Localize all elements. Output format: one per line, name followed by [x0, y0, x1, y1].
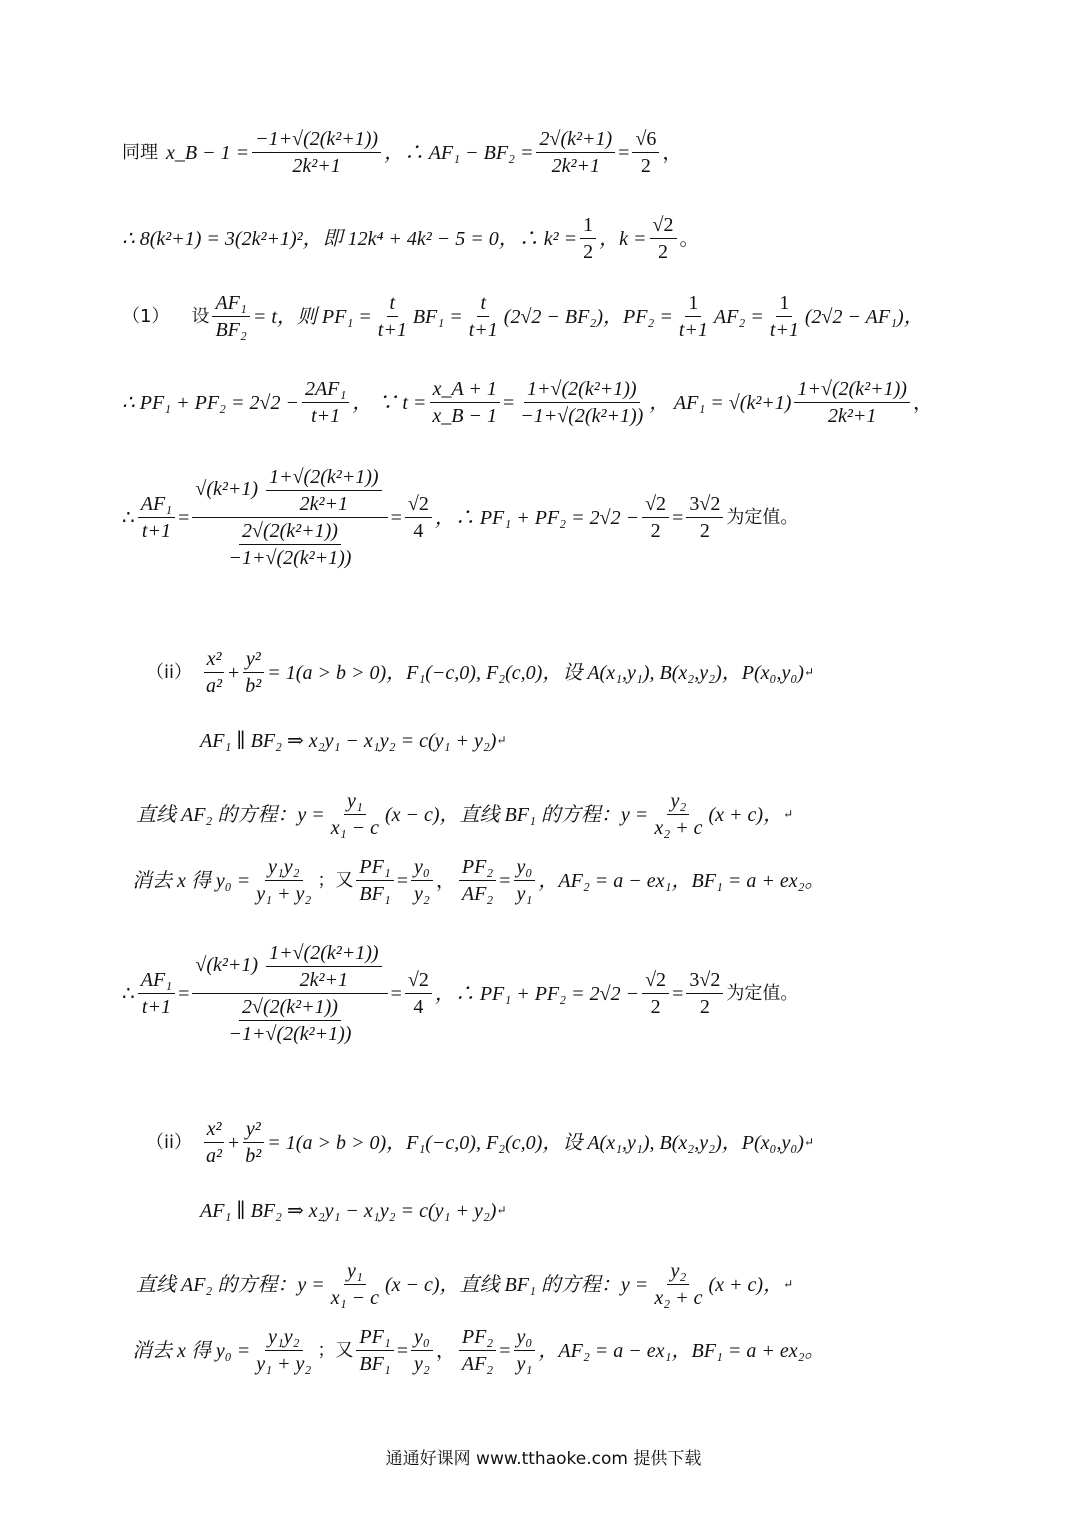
- fraction: $\frac{x\_A + 1}{x\_B - 1}$: [429, 378, 500, 427]
- part-label: （ii）: [146, 1131, 193, 1153]
- fraction: $\frac{\text{PF₁}}{\text{BF₁}}$: [356, 856, 393, 905]
- fraction: $\frac{3√2}{2}$: [686, 493, 723, 542]
- fraction: $\frac{\text{PF₂}}{\text{AF₂}}$: [459, 856, 496, 905]
- fraction: $\frac{3√2}{2}$: [686, 969, 723, 1018]
- part-label: （ii）: [146, 661, 193, 683]
- fraction: $\frac{\text{y₀}}{\text{y₂}}$: [411, 1326, 433, 1375]
- fraction: $\frac{√2}{4}$: [405, 969, 432, 1018]
- fraction: $\frac{\text{y₁y₂}}{\text{y₁ + y₂}}$: [256, 1326, 312, 1375]
- math-text: ∴ 8(k²+1) = 3(2k²+1)²，即 12k⁴ + 4k² − 5 = 0，∴ k² =: [122, 227, 578, 250]
- equation-line-8-repeat: 直线 AF₂ 的方程：y = $\frac{\text{y₁}}{\text{x₁ − c}}$ (x − c)，直线 BF₁ 的方程：y = $\frac{\text{y₂}}{\text{x₂ + c}}$ (x + c)， ↵: [136, 1260, 794, 1309]
- math-text: ，∴ AF₁ − BF₂ =: [384, 141, 534, 164]
- prefix-text: 同理: [122, 141, 158, 163]
- fraction: $\frac{\text{y₁y₂}}{\text{y₁ + y₂}}$: [256, 856, 312, 905]
- fraction: $\frac{\text{y₀}}{\text{y₁}}$: [514, 1326, 536, 1375]
- equation-line-4: ∴ PF₁ + PF₂ = 2√2 − $\frac{\text{2AF₁}}{t+1}$ ， ∵ t = $\frac{x\_A + 1}{x\_B - 1}$ = $\frac{\text{1+√(2(k²+1))}}{\text{−1+√(2(k²+1))}}$ ， AF₁ = √(k²+1) $\frac{\text{1+√(2(k²+1))}}{\text{2k²+1}}$ ，: [122, 378, 933, 427]
- compound-fraction: √(k²+1) $\frac{\text{1+√(2(k²+1))}}{\text{2k²+1}}$ $\frac{\text{2√(2(k²+1))}}{\text{−1+√(2(k²+1))}}$: [192, 942, 387, 1045]
- equation-line-1: 同理 x_B − 1 = $\frac{\text{−1+√(2(k²+1))}}{\text{2k²+1}}$ ，∴ AF₁ − BF₂ = $\frac{\text{2√(k²+1)}}{\text{2k²+1}}$ = $\frac{√6}{2}$ ，: [122, 128, 683, 177]
- fraction: $\frac{\text{1+√(2(k²+1))}}{\text{−1+√(2(k²+1))}}$: [520, 378, 644, 427]
- fraction: $\frac{\text{2AF₁}}{t+1}$: [302, 378, 349, 427]
- fraction: $\frac{\text{y₁}}{\text{x₁ − c}}$: [330, 790, 379, 839]
- equation-line-9: 消去 x 得 y₀ = $\frac{\text{y₁y₂}}{\text{y₁ + y₂}}$ ；又 $\frac{\text{PF₁}}{\text{BF₁}}$ = $\frac{\text{y₀}}{\text{y₂}}$ ， $\frac{\text{PF₂}}{\text{AF₂}}$ = $\frac{\text{y₀}}{\text{y₁}}$ ，AF₂ = a − ex₁，BF₁ = a + ex₂。: [132, 856, 825, 905]
- fraction: $\frac{√6}{2}$: [632, 128, 659, 177]
- fraction: $\frac{\text{x²}}{\text{a²}}$: [203, 1118, 225, 1167]
- fraction: $\frac{t}{t+1}$: [468, 292, 498, 341]
- equation-line-5-repeat: ∴ $\frac{\text{AF₁}}{t+1}$ = √(k²+1) $\frac{\text{1+√(2(k²+1))}}{\text{2k²+1}}$ $\frac{\text{2√(2(k²+1))}}{\text{−1+√(2(k²+1))}}$ = $\frac{√2}{4}$ ，∴ PF₁ + PF₂ = 2√2 − $\frac{√2}{2}$ = $\frac{3√2}{2}$ 为定值。: [122, 942, 799, 1045]
- equation-line-6-repeat: （ii） $\frac{\text{x²}}{\text{a²}}$ + $\frac{\text{y²}}{\text{b²}}$ = 1(a > b > 0)，F₁(−c,0), F₂(c,0)，设 A(x₁,y₁), B(x₂,y₂)，P(x₀,y₀) ↵: [146, 1118, 814, 1167]
- equation-line-5: ∴ $\frac{\text{AF₁}}{t+1}$ = √(k²+1) $\frac{\text{1+√(2(k²+1))}}{\text{2k²+1}}$ $\frac{\text{2√(2(k²+1))}}{\text{−1+√(2(k²+1))}}$ = $\frac{√2}{4}$ ，∴ PF₁ + PF₂ = 2√2 − $\frac{√2}{2}$ = $\frac{3√2}{2}$ 为定值。: [122, 466, 799, 569]
- fraction: $\frac{\text{y²}}{\text{b²}}$: [242, 648, 264, 697]
- fraction: $\frac{\text{y₀}}{\text{y₁}}$: [514, 856, 536, 905]
- fraction: $\frac{\text{PF₂}}{\text{AF₂}}$: [459, 1326, 496, 1375]
- fraction: $\frac{\text{y₁}}{\text{x₁ − c}}$: [330, 1260, 379, 1309]
- fraction: $\frac{\text{y²}}{\text{b²}}$: [242, 1118, 264, 1167]
- compound-fraction: √(k²+1) $\frac{\text{1+√(2(k²+1))}}{\text{2k²+1}}$ $\frac{\text{2√(2(k²+1))}}{\text{−1+√(2(k²+1))}}$: [192, 466, 387, 569]
- equation-line-9-repeat: 消去 x 得 y₀ = $\frac{\text{y₁y₂}}{\text{y₁ + y₂}}$ ；又 $\frac{\text{PF₁}}{\text{BF₁}}$ = $\frac{\text{y₀}}{\text{y₂}}$ ， $\frac{\text{PF₂}}{\text{AF₂}}$ = $\frac{\text{y₀}}{\text{y₁}}$ ，AF₂ = a − ex₁，BF₁ = a + ex₂。: [132, 1326, 825, 1375]
- fraction: $\frac{√2}{2}$: [642, 969, 669, 1018]
- fraction: $\frac{\text{PF₁}}{\text{BF₁}}$: [356, 1326, 393, 1375]
- equation-line-8: 直线 AF₂ 的方程：y = $\frac{\text{y₁}}{\text{x₁ − c}}$ (x − c)，直线 BF₁ 的方程：y = $\frac{\text{y₂}}{\text{x₂ + c}}$ (x + c)， ↵: [136, 790, 794, 839]
- fraction: $\frac{t}{t+1}$: [377, 292, 407, 341]
- part-label: （1）: [122, 305, 170, 327]
- fraction: $\frac{√2}{4}$: [405, 493, 432, 542]
- fraction: $\frac{\text{AF₁}}{\text{BF₂}}$: [212, 292, 249, 341]
- fraction: $\frac{√2}{2}$: [650, 214, 677, 263]
- equation-line-7-repeat: AF₁ ∥ BF₂ ⇒ x₂y₁ − x₁y₂ = c(y₁ + y₂) ↵: [200, 1200, 507, 1222]
- fraction: $\frac{\text{AF₁}}{t+1}$: [138, 969, 175, 1018]
- equation-line-3: （1） 设 $\frac{\text{AF₁}}{\text{BF₂}}$ = t，则 PF₁ = $\frac{t}{t+1}$ BF₁ = $\frac{t}{t+1}$ (2√2 − BF₂)，PF₂ = $\frac{1}{t+1}$ AF₂ = $\frac{1}{t+1}$ (2√2 − AF₁)，: [122, 292, 924, 341]
- fraction: $\frac{\text{AF₁}}{t+1}$: [138, 493, 175, 542]
- fraction: $\frac{\text{y₀}}{\text{y₂}}$: [411, 856, 433, 905]
- equation-line-6: （ii） $\frac{\text{x²}}{\text{a²}}$ + $\frac{\text{y²}}{\text{b²}}$ = 1(a > b > 0)，F₁(−c,0), F₂(c,0)，设 A(x₁,y₁), B(x₂,y₂)，P(x₀,y₀) ↵: [146, 648, 814, 697]
- fraction: $\frac{\text{1+√(2(k²+1))}}{\text{2k²+1}}$: [794, 378, 909, 427]
- fraction: $\frac{\text{2√(k²+1)}}{\text{2k²+1}}$: [536, 128, 615, 177]
- fraction: $\frac{1}{2}$: [580, 214, 596, 263]
- equation-line-2: ∴ 8(k²+1) = 3(2k²+1)²，即 12k⁴ + 4k² − 5 = 0，∴ k² = $\frac{1}{2}$ ，k = $\frac{√2}{2}$ 。: [122, 214, 700, 263]
- fraction: $\frac{\text{x²}}{\text{a²}}$: [203, 648, 225, 697]
- equation-line-7: AF₁ ∥ BF₂ ⇒ x₂y₁ − x₁y₂ = c(y₁ + y₂) ↵: [200, 730, 507, 752]
- math-text: x_B − 1 =: [166, 141, 250, 164]
- fraction: $\frac{\text{y₂}}{\text{x₂ + c}}$: [654, 1260, 703, 1309]
- page-footer: 通通好课网 www.tthaoke.com 提供下载: [385, 1449, 702, 1469]
- fraction: $\frac{1}{t+1}$: [769, 292, 799, 341]
- fraction: $\frac{√2}{2}$: [642, 493, 669, 542]
- fraction: $\frac{1}{t+1}$: [678, 292, 708, 341]
- fraction: $\frac{\text{y₂}}{\text{x₂ + c}}$: [654, 790, 703, 839]
- fraction: $\frac{\text{−1+√(2(k²+1))}}{\text{2k²+1}}$: [252, 128, 381, 177]
